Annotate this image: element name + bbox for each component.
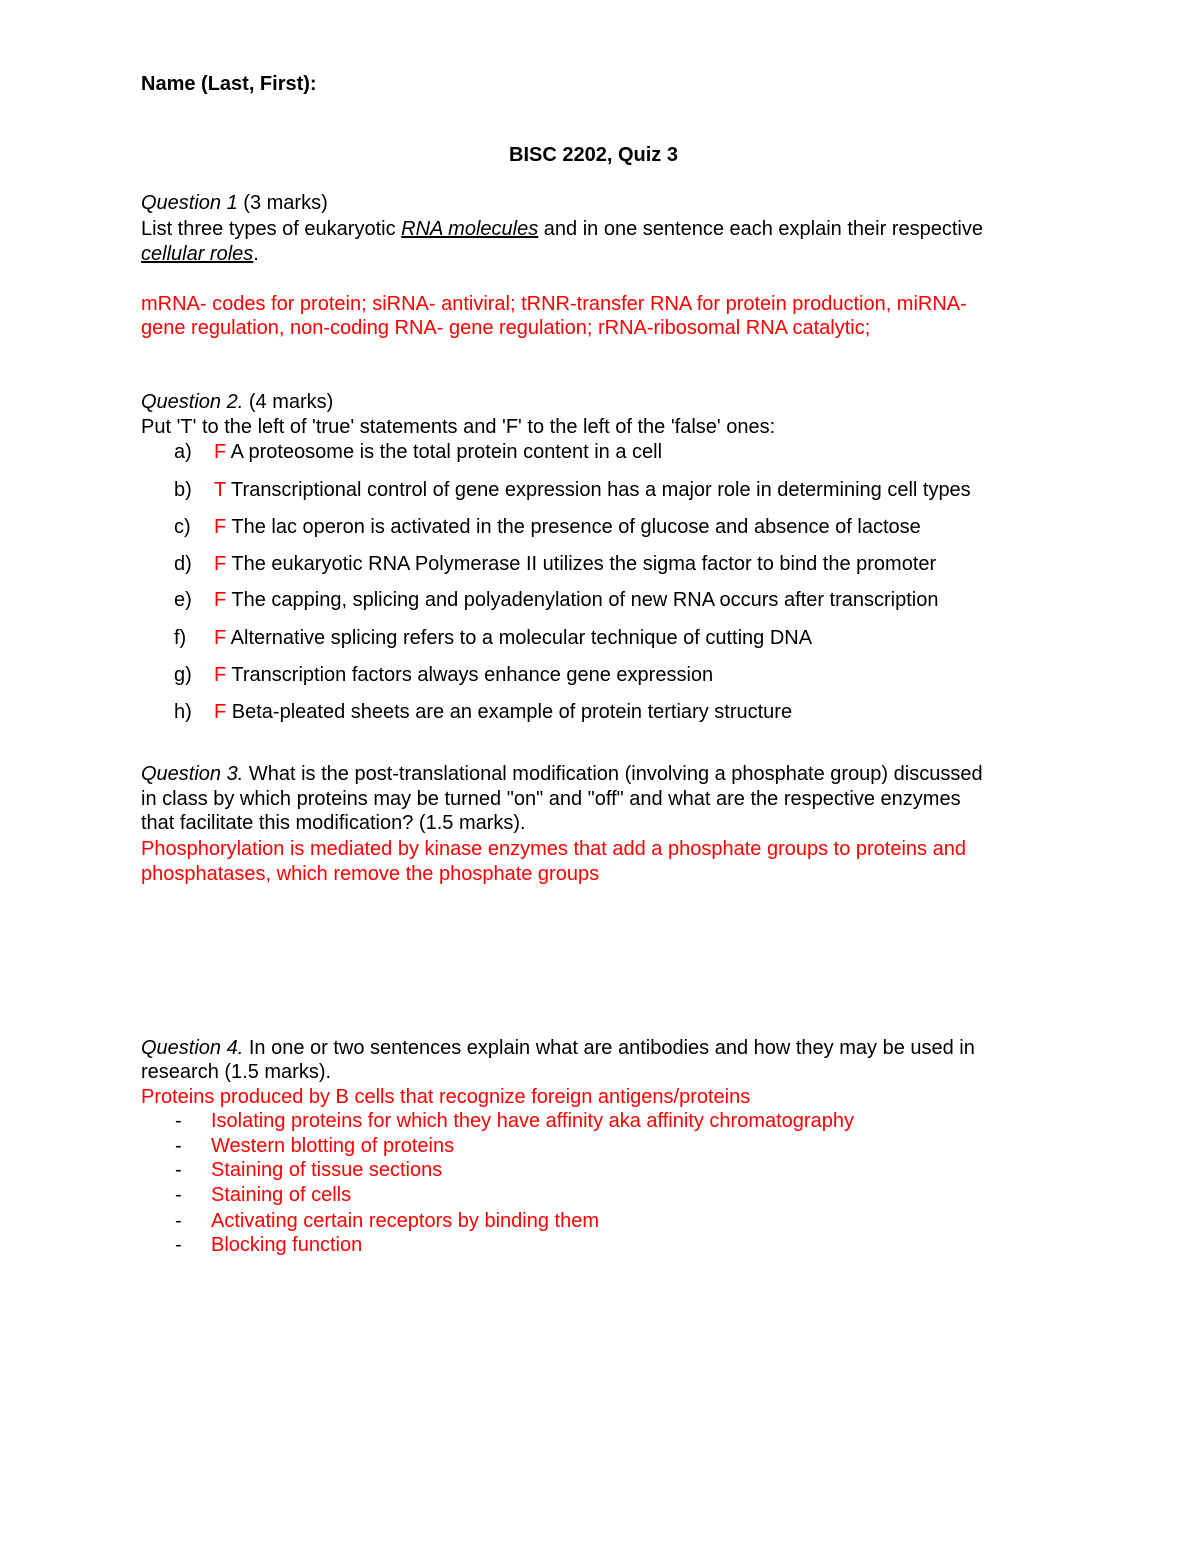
q2-item-letter: h) (174, 701, 192, 723)
q3-prompt-line3: that facilitate this modification? (1.5 marks). (141, 812, 526, 834)
q2-item-text: The eukaryotic RNA Polymerase II utilizes the sigma factor to bind the promoter (226, 553, 937, 575)
q4-prompt-line1 (141, 1036, 975, 1061)
q3-prompt-line2: in class by which proteins may be turned "on" and "off" and what are the respective enzymes (141, 788, 961, 810)
name-label: Name (Last, First): (141, 73, 317, 95)
q2-item (174, 440, 662, 465)
q2-item-answer: F (214, 664, 227, 686)
q3-answer-line2: phosphatases, which remove the phosphate groups (141, 863, 600, 885)
q3-prompt-line1 (141, 762, 983, 787)
q4-bullet-text: Staining of cells (211, 1184, 352, 1206)
q2-label: Question 2. (141, 391, 244, 413)
q4-answer-bullet (141, 1158, 442, 1183)
q2-item-letter: e) (174, 589, 192, 611)
page-title: BISC 2202, Quiz 3 (509, 144, 678, 166)
bullet-dash: - (175, 1184, 182, 1206)
q2-item-letter: a) (174, 441, 192, 463)
q4-answer-bullet (141, 1134, 454, 1159)
q2-marks: (4 marks) (243, 391, 334, 413)
q1-prompt-end: . (253, 243, 259, 265)
q2-item-letter: f) (174, 627, 187, 649)
q2-item-text: Transcriptional control of gene expression has a major role in determining cell types (225, 479, 971, 501)
q2-item-text: Transcription factors always enhance gene expression (226, 664, 714, 686)
bullet-dash: - (175, 1135, 182, 1157)
q1-prompt-emphasis-2: cellular roles (141, 243, 254, 265)
q1-marks: (3 marks) (237, 192, 328, 214)
bullet-dash: - (175, 1110, 182, 1132)
q2-item-answer: F (214, 441, 227, 463)
q2-item (174, 478, 971, 503)
q4-answer-bullet (141, 1233, 362, 1258)
q1-prompt-line2 (141, 242, 259, 267)
q4-answer-bullet (141, 1183, 351, 1208)
q2-item-text: A proteosome is the total protein content in a cell (226, 441, 663, 463)
q2-item-answer: F (214, 701, 227, 723)
q2-item-text: The capping, splicing and polyadenylation of new RNA occurs after transcription (226, 589, 939, 611)
q4-bullet-text: Activating certain receptors by binding them (211, 1210, 599, 1232)
q1-answer-line2: gene regulation, non-coding RNA- gene regulation; rRNA-ribosomal RNA catalytic; (141, 317, 871, 339)
q2-item (174, 515, 921, 540)
q2-item-text: Beta-pleated sheets are an example of protein tertiary structure (226, 701, 793, 723)
q2-item (174, 663, 713, 688)
q2-item-answer: T (214, 479, 226, 501)
bullet-dash: - (175, 1159, 182, 1181)
q4-prompt-line2: research (1.5 marks). (141, 1061, 332, 1083)
q3-answer-line1: Phosphorylation is mediated by kinase enzymes that add a phosphate groups to proteins and (141, 838, 966, 860)
q4-prompt-text: In one or two sentences explain what are antibodies and how they may be used in (243, 1037, 975, 1059)
q2-item-text: Alternative splicing refers to a molecular technique of cutting DNA (226, 627, 813, 649)
q4-answer-bullet (141, 1209, 599, 1234)
q2-item-letter: b) (174, 479, 192, 501)
q1-label: Question 1 (141, 192, 238, 214)
q4-label: Question 4. (141, 1037, 244, 1059)
q2-item-letter: g) (174, 664, 192, 686)
q4-bullet-text: Western blotting of proteins (211, 1135, 455, 1157)
q2-prompt: Put 'T' to the left of 'true' statements and 'F' to the left of the 'false' ones: (141, 416, 776, 438)
q1-prompt-line1 (141, 217, 983, 242)
q2-item-letter: d) (174, 553, 192, 575)
q2-item (174, 588, 938, 613)
q1-prompt-mid: and in one sentence each explain their respective (538, 218, 983, 240)
q4-bullet-text: Blocking function (211, 1234, 363, 1256)
q4-answer-bullet (141, 1109, 854, 1134)
q2-item-answer: F (214, 553, 227, 575)
q2-item-answer: F (214, 516, 227, 538)
q3-prompt-text: What is the post-translational modification (involving a phosphate group) discussed (243, 763, 983, 785)
q2-item-letter: c) (174, 516, 191, 538)
q1-prompt-pre: List three types of eukaryotic (141, 218, 402, 240)
q2-item (174, 626, 812, 651)
q4-answer-intro: Proteins produced by B cells that recognize foreign antigens/proteins (141, 1086, 751, 1108)
q2-item (174, 700, 792, 725)
q3-label: Question 3. (141, 763, 244, 785)
q2-item-text: The lac operon is activated in the presence of glucose and absence of lactose (226, 516, 921, 538)
q4-bullet-text: Staining of tissue sections (211, 1159, 443, 1181)
q1-answer-line1: mRNA- codes for protein; siRNA- antiviral; tRNR-transfer RNA for protein production, miRNA- (141, 293, 967, 315)
q2-item-answer: F (214, 589, 227, 611)
q2-heading (141, 390, 333, 415)
q4-bullet-text: Isolating proteins for which they have affinity aka affinity chromatography (211, 1110, 854, 1132)
q2-item-answer: F (214, 627, 227, 649)
q1-heading (141, 191, 328, 216)
bullet-dash: - (175, 1234, 182, 1256)
q2-item (174, 552, 936, 577)
q1-prompt-emphasis-1: RNA molecules (401, 218, 539, 240)
bullet-dash: - (175, 1210, 182, 1232)
